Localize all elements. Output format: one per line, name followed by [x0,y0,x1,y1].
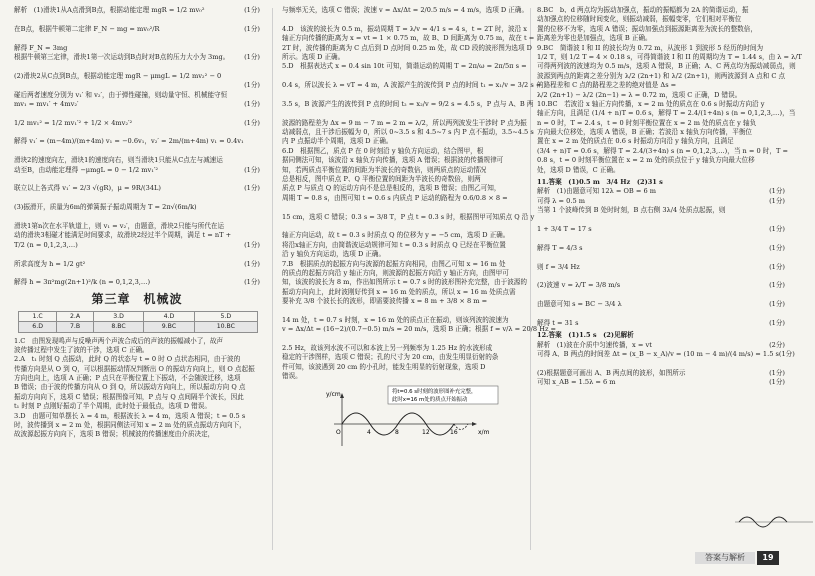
explanation-line [282,307,522,316]
explanation-line [537,156,785,165]
explanations-list [14,337,260,440]
line-text: 内 P 点振动半个周期，选项 D 正确。 [282,137,393,146]
wave-graph [322,384,522,450]
score-label: (1分) [244,24,260,33]
line-text: 与频率无关，选项 C 错误；波速 v = Δx/Δt = 2/0.5 m/s = 4 m/s，选项 D 正确。 [282,6,529,14]
chapter-title: 第三章 机械波 [91,291,183,306]
line-text: 波源到两点的距离之差分别为 λ/2 (2n+1) 和 λ/2 (2n+1)，则两波源到 A 点和 C 点 [537,71,786,80]
score-label: (1分) [769,196,785,205]
tick-label: 12 [422,428,430,436]
solution-line [537,263,785,272]
line-text: 1/2 T，则 1/2 T = 4 × 0.18 s，可得简谐波 I 和 II 的周期均为 T = 1.44 s，由 λ = λ/T [537,52,802,61]
line-text: 可得 λ = 0.5 m [537,196,586,205]
line-text: 稳定的干涉图样，选项 C 错误；孔的尺寸为 20 cm，由发生明显衍射的条 [282,353,499,362]
explanations-list [282,6,557,382]
explanation-line [537,52,802,62]
line-text: 解得 T = 4/3 s [537,243,583,252]
explanation-line [282,81,542,90]
answer-cell: 4.D [144,311,194,321]
solution-line [14,53,260,62]
line-text: 周期 T = 0.8 s，由图可知 t = 0.6 s 内质点 P 运动的路程为 0.6/0.8 × 8 = [282,193,508,202]
explanation-line [537,25,785,34]
line-text: 要补充 3/8 个波长长的波形，即需要波传播 x = 8 m + 3/8 × 8 m = [282,297,488,306]
explanation-line [282,34,535,43]
column-divider [272,8,273,550]
column-divider [530,8,531,550]
solution-line [537,272,785,281]
solution-line [14,72,260,81]
line-text: 故波源起振方向向下，选项 B 错误；机械波的传播速度由介质决定， [14,430,215,439]
solution-line [14,156,260,165]
right-column [537,6,802,388]
line-text: 方向也向上，选项 A 正确；P 点只在平衡位置上下振动，不会随波迁移，选项 [14,374,241,383]
explanation-line [537,109,796,118]
line-text: 动减弱点，且干涉后振幅为 0，所以 0~3.5 s 和 4.5~7 s 内 P 点不振动，3.5~4.5 s [282,128,534,137]
answer-table [18,311,258,333]
explanation-line [537,34,785,43]
line-text: 解析 (1)由题意可知 12λ = OB = 6 m [537,187,656,196]
explanation-line [14,365,260,374]
solution-line [14,175,260,184]
explanation-line [537,15,785,24]
q12-solution [537,340,795,388]
explanation-line [282,363,522,372]
explanation-line [14,337,260,346]
line-text: 的质点的起振方向沿 y 轴正方向，则波源的起振方向沿 y 轴正方向，由图甲可 [282,268,509,277]
explanation-line [282,260,522,269]
q12-answer-header: 12.答案 (1)1.5 s (2)见解析 [537,331,634,340]
explanation-line [282,99,534,109]
line-text: 1 + 3/4 T = 17 s [537,224,592,233]
line-text: 据同侧法可知，该波沿 x 轴负方向传播，选项 A 错误；根据波的传播规律可 [282,156,504,165]
line-text: 2.5 Hz，故该列水波不可以和本波上另一列频率为 1.25 Hz 的水波形成 [282,344,493,353]
line-text: 的路程差和 C 点的路程差之差的绝对值是 Δs = [537,81,677,90]
explanation-line [282,72,522,81]
explanation-line [282,15,522,24]
explanation-line [282,194,522,203]
explanation-line [282,203,522,212]
explanation-line [282,91,522,100]
solution-line [537,310,785,319]
explanation-line [282,6,529,15]
line-text: 错误。 [282,372,302,381]
x-axis-arrow [472,422,477,426]
solution-line [537,378,785,387]
solution-line [537,225,785,234]
answer-cell: 10.BC [194,322,257,332]
answer-cell: 6.D [19,322,57,332]
x-axis-label: x/m [478,428,490,436]
explanations-list [537,6,802,175]
explanation-line [282,222,522,231]
explanation-line [282,24,528,34]
line-text: 可得 A、B 两点的时间差 Δt = (x_B − x_A)/v = (10 m − 4 m)/(4 m/s) = 1.5 s [537,350,779,359]
score-label: (1分) [244,52,260,61]
solution-line [537,341,785,350]
score-label: (1分) [769,368,785,377]
answer-cell: 8.BC [93,322,143,332]
solution-line [14,278,260,287]
footer-section-label: 答案与解析 [695,552,755,564]
line-text: 质点 P 与质点 Q 的运动方向不是总是相反的，选项 B 错误；由图乙可知， [282,184,501,193]
solution-line [537,253,785,262]
score-label: (1分) [244,81,260,90]
solution-lines-q-prev [14,6,260,288]
explanation-line [537,81,785,90]
line-text: 动至B，由动能定理得 −μmgL = 0 − 1/2 mv₁′² [14,165,159,174]
explanation-line [14,393,260,402]
solution-line [537,281,785,290]
line-text: λ/2 (2n+1) − λ/2 (2n−1) = λ = 0.72 m，选项 C 正确，D 错误。 [537,90,742,99]
solution-line [537,206,785,215]
line-text: 解得 F_N = 3mg [14,43,68,52]
tick-label: 8 [395,428,399,436]
line-text: 9.BC 简谐波 I 和 II 的波长均为 0.72 m，从波形 1 到波形 5 经历的时间为 [537,43,764,52]
line-text: B 错误；由于波的传播方向从 O 到 Q，所以振动方向向上，所以振动方向 Q 点 [14,383,246,392]
line-text: 可知 x_AB = 1.5λ = 6 m [537,378,616,387]
solution-line [537,350,795,359]
explanation-line [537,72,785,81]
explanation-line [14,355,260,364]
line-text: 解析 (1)波在介质中匀速传播，x = vt [537,340,652,349]
score-label: (1分) [769,224,785,233]
y-axis-label: y/cm [326,390,341,398]
solution-line [14,203,260,212]
explanation-line [282,250,522,259]
page-number: 19 [757,551,779,565]
explanation-line [282,231,522,240]
score-label: (1分) [769,318,785,327]
explanation-line [282,288,522,297]
explanation-line [282,269,522,278]
line-text: 8.BC b、d 两点均为振动加强点，振动的振幅都为 2A 的简谐运动，振 [537,6,749,14]
solution-line [14,166,260,175]
ab-waveform-figure [735,512,815,532]
answer-cell: 2.A [57,311,94,321]
line-text: 置的位移不为零，选项 A 错误；振动加强点到振源距离差为波长的整数倍， [537,24,757,33]
explanation-line [537,44,785,53]
solution-line [14,137,260,146]
explanation-line [282,175,522,184]
line-text: 总是相反，图中质点 P、Q 平衡位置的间距为半波长的奇数倍，则两 [282,175,481,184]
solution-line [14,194,260,203]
line-text: (2)波速 v = λ/T = 3/8 m/s [537,281,621,290]
solution-line [537,359,785,368]
score-label: (1分) [769,300,785,309]
explanation-line [282,335,522,344]
score-label: (1分) [244,99,260,108]
solution-line [14,34,260,43]
line-text: 所示。选项 D 正确。 [282,52,345,61]
line-text: 件可知，该波遇到 20 cm 的小孔时，能发生明显的衍射现象，选项 D [282,362,486,371]
line-text: 时，波传播到 x = 2 m 处，根据同侧法可知 x = 2 m 处的质点振动方向向下， [14,421,246,430]
score-label: (2分) [769,340,785,349]
explanation-line [282,62,527,71]
tick-label: O [336,428,341,436]
explanation-line [282,109,522,118]
line-text: 6.D 根据图乙，质点 P 在 0 时刻沿 y 轴负方向运动，结合图甲，根 [282,146,484,155]
line-text: 轴正方向运动，故 t = 0.3 s 时质点 Q 的位移为 y = −5 cm，选项 D 正确。 [282,231,510,240]
solution-line [14,184,260,193]
line-text: 波传播过程中发生了波的干涉，选项 C 正确。 [14,345,149,354]
solution-line [537,291,785,300]
score-label: (1分) [244,165,260,174]
line-text: 距离差为零也是加强点，选项 B 正确。 [537,34,652,43]
explanation-line [282,166,522,175]
line-text: 7.B 根据质点的起振方向与波源的起振方向相同，由图乙可知 x = 16 m 处 [282,259,506,268]
q11-answer-header: 11.答案 (1)0.5 m 3/4 Hz (2)31 s [537,178,663,187]
solution-line [537,319,785,328]
line-text: 2T 时，波传播的距离为 C 点后到 D 点时间 0.25 m 处，故 CD 段的波形图为选项 D [282,43,532,52]
explanation-line [14,346,260,355]
graph-note-line: 此时x=16 m处的质点开始振动 [392,396,468,403]
line-text: 知，若两质点平衡位置的间距为半波长的奇数倍，则两质点的运动情况 [282,165,487,174]
solution-line [537,234,785,243]
score-label: (1分) [244,278,260,287]
score-label: (1分) [769,281,785,290]
solution-line [14,44,260,53]
line-text: 3.D 由题可知单摆长 λ = 4 m，根据波长 λ = 4 m，选项 A 错误；t = 0.5 s [14,411,246,420]
solution-line [537,187,785,196]
line-text: 滑块1第n次在水平轨道上，则 v₁ = v₂′，由题意，滑块2只能与所代在运 [14,221,225,230]
line-text: 方向最大位移处，选项 A 错误，B 正确；若波沿 x 轴负方向传播，平衡位 [537,128,753,137]
score-label: (1分) [244,259,260,268]
line-text: 0.4 s，所以波长 λ = vT = 4 m，A 波源产生的波传到 P 点的时间 t₁ = x₁/v = 3/2 s = [282,81,542,90]
solution-line [14,147,260,156]
score-label: (1分) [769,378,785,387]
line-text: 4.D 该波的波长为 0.5 m，振动周期 T = λ/v = 4/1 s = 4 s，t = 2T 时，波沿 x [282,24,528,33]
line-text: 置在 x = 2 m 处的质点在 0.6 s 时振动方向沿 y 轴负方向，且满足 [537,137,734,146]
explanation-line [282,43,532,53]
wave-graph-svg [322,384,512,450]
line-text: 处，选项 D 错误，C 正确。 [537,165,620,174]
explanation-line [537,137,785,146]
line-text: 根据牛顿第三定律，滑块1第一次运动到B点时对B点的压力大小为 3mg。 [14,52,230,61]
line-text: 可得两列波的波速均为 0.5 m/s，选项 A 错误，B 正确；A、C 两点均为振动减弱点，则 [537,62,796,71]
explanation-line [282,156,522,165]
explanation-line [14,383,260,392]
left-column [14,6,260,440]
solution-line [14,241,260,250]
q11-solution [537,187,785,328]
line-text: 将沿x轴正方向，由简谐波运动规律可知 t = 0.3 s 时质点 Q 已经在平衡位置 [282,240,506,249]
line-text: 解得 h = 3π²mg(2n+1)²/k (n = 0,1,2,3,…) [14,278,151,287]
solution-line [14,6,260,15]
line-text: 碰后两者速度分别为 v₁′ 和 v₂′，由于弹性碰撞，则动量守恒、机械能守恒 [14,90,228,99]
line-text: 5.D 根据表达式 x = 0.4 sin 10t 可知，简谐运动的周期 T = 2π/ω = 2π/5π s = [282,62,527,71]
explanation-line [14,430,260,439]
solution-line [14,260,260,269]
page-footer [695,549,785,567]
line-text: 传播方向是从 O 到 Q，可以根据振动情况判断出 O 的振动方向向上，则 O 点起振 [14,364,255,373]
graph-note-line: 将t=0.6 s时刻的波形图补充完整， [392,388,477,395]
explanation-line [14,402,260,411]
solution-line [14,25,260,34]
explanation-line [282,118,527,128]
line-text: 在B点，根据牛顿第二定律 F_N − mg = mv₀²/R [14,24,160,33]
score-label: (1分) [244,240,260,249]
score-label: (1分) [244,118,260,127]
explanation-line [282,241,522,250]
solution-line [537,369,785,378]
line-text: 解得 t = 31 s [537,318,579,327]
line-text: t₁ 时刻 P 点刚好振动了半个周期，此时处于最低点，选项 D 错误。 [14,402,211,411]
explanation-line [282,53,522,62]
answer-cell: 9.BC [144,322,194,332]
explanation-line [282,353,522,362]
line-text: 则 f = 3/4 Hz [537,262,580,271]
line-text: (2)滑块2从C点到B点，根据动能定理 mgR − μmgL = 1/2 mv₂² − 0 [14,71,222,80]
explanation-line [537,91,785,100]
line-text: mv₁ = mv₁′ + 4mv₂′ [14,99,79,108]
line-text: 振动方向向上，此时波刚好传到 x = 16 m 处的质点，所以 x = 16 m 处质点需 [282,287,516,296]
score-label: (1分) [769,187,785,196]
solution-line [14,231,260,240]
line-text: 联立以上各式得 v₁′ = 2/3 √(gR)，μ = 9R/(34L) [14,184,161,193]
explanation-line [282,372,522,381]
solution-line [537,216,785,225]
solution-line [14,91,260,100]
line-text: T/2 (n = 0,1,2,3,…) [14,240,78,249]
explanation-line [537,119,785,128]
solution-line [14,15,260,24]
solution-line [14,100,260,109]
line-text: 0.8 s，t = 0 时刻平衡位置在 x = 2 m 处的质点位于 y 轴负方向最大位移 [537,156,755,165]
solution-line [14,213,260,222]
explanation-line [282,278,527,287]
line-text: (3)振滑开，质量为6m的弹簧振子振动周期为 T = 2π√(6m/k) [14,203,197,212]
solution-line [14,269,260,278]
line-text: 动加强点的位移随时间变化，则振动减弱，振幅变零，它们相对平衡位 [537,15,742,24]
answer-cell: 5.D [194,311,257,321]
score-label: (1分) [244,184,260,193]
score-label: (1分) [769,262,785,271]
line-text: 当第 1 个波峰传到 B 处时时刻，B 点右侧 3λ/4 处质点起振，则 [537,206,726,215]
explanation-line [537,6,785,15]
explanation-line [282,297,522,306]
explanation-line [282,316,522,325]
line-text: n = 0 时，T = 2.4 s，t = 0 时刻平衡位置在 x = 2 m 处的质点在 y 轴负 [537,118,757,127]
line-text: 3.5 s，B 波源产生的波传到 P 点的时间 t₂ = x₂/v = 9/2 s = 4.5 s，P 点与 A、B 两 [282,99,534,108]
explanation-line [537,146,788,156]
explanation-line [282,137,522,146]
line-text: 沿 y 轴负方向运动，选项 D 正确。 [282,250,386,259]
solution-line [14,250,260,259]
tick-label: 16 [450,428,458,436]
line-text: 所求高度为 h = 1/2 gt² [14,259,86,268]
line-text: (3/4 + n)T = 0.6 s，解得 T = 2.4/(3+4n) s (n = 0,1,2,3,…)，当 n = 0 时，T = [537,146,788,155]
solution-line [14,109,260,118]
answer-cell: 7.B [57,322,94,332]
line-text: 动的滑块3相碰才能满足时间要求，故滑块2经过半个周期，满足 t = nT + [14,231,232,240]
score-label: (1分) [244,6,260,14]
solution-line [537,244,785,253]
answer-cell: 1.C [19,311,57,321]
solution-line [14,222,260,231]
line-text: 解得 v₁′ = (m−4m)/(m+4m) v₁ = −0.6v₁，v₂′ = 2m/(m+4m) v₁ = 0.4v₁ [14,137,244,146]
answer-cell: 3.D [93,311,143,321]
line-text: 波源的路程差为 Δx = 9 m − 7 m = 2 m = λ/2，所以两列波发生干涉时 P 点为振 [282,118,527,127]
tick-label: 4 [367,428,371,436]
line-text: 由题意可知 s = BC − 3/4 λ [537,300,622,309]
line-text: 知，该波的波长为 8 m，作出如图所示 t = 0.7 s 时的波形图补充完整，由于波源的 [282,278,527,287]
line-text: 2.A t₁ 时刻 Q 点振动，此时 Q 的状态与 t = 0 时 O 点状态相同，由于波的 [14,355,241,364]
line-text: 1/2 mv₁² = 1/2 mv₁′² + 1/2 × 4mv₂′² [14,118,133,127]
solution-line [14,81,260,90]
line-text: 轴正方向，且满足 (1/4 + n)T = 0.6 s，解得 T = 2.4/(1+4n) s (n = 0,1,2,3,…)，当 [537,109,796,118]
explanation-line [282,147,522,156]
answer-row [19,311,258,321]
middle-column [282,6,557,452]
explanation-line [282,212,535,222]
explanation-line [282,325,557,334]
line-text: (2)根据题意可画出 A、B 两点间的波形，如图所示 [537,368,686,377]
line-text: 滑块2的速度向左，滑块1的速度向右，则当滑块1只能从C点左与减速运 [14,156,223,165]
line-text: 1.C 由图发现鸣声与反噪声两个声波合成后的声波的振幅减小了，故声 [14,336,224,345]
solution-line [537,300,785,309]
line-text: 10.BC 若波沿 x 轴正方向传播，x = 2 m 处的质点在 0.6 s 时振动方向沿 y [537,99,765,108]
line-text: v = Δx/Δt = (16−2)/(0.7−0.5) m/s = 20 m/s，选项 B 正确；根据 f = v/λ = 20/8 Hz = [282,325,557,334]
line-text: 14 m 处，t = 0.7 s 时刻，x = 16 m 处的质点正在振动，则该列波的波速为 [282,315,509,324]
explanation-line [537,100,785,109]
solution-line [14,119,260,128]
answer-row [19,322,258,332]
line-text: 轴正方向传播的距离为 x = vt = 1 × 0.75 m，故 B、D 间距离为 0.75 m，故在 t = [282,34,535,43]
explanation-line [14,412,260,421]
explanation-line [282,184,522,193]
explanation-line [537,62,796,71]
solution-line [537,197,785,206]
score-label: (1分) [769,243,785,252]
solution-line [14,62,260,71]
line-text: 解析 (1)滑块1从A点滑到B点，根据动能定理 mgR = 1/2 mv₀² [14,6,205,14]
score-label: (1分) [778,350,795,359]
line-text: 振动方向向下，选项 C 错误；根据图像可知，P 点与 Q 点间隔半个波长，因此 [14,392,244,401]
explanation-line [537,166,785,175]
line-text: 15 cm，选项 C 错误；0.3 s = 3/8 T，P 点 t = 0.3 s 时，根据图甲可知质点 Q 沿 y [282,212,535,221]
